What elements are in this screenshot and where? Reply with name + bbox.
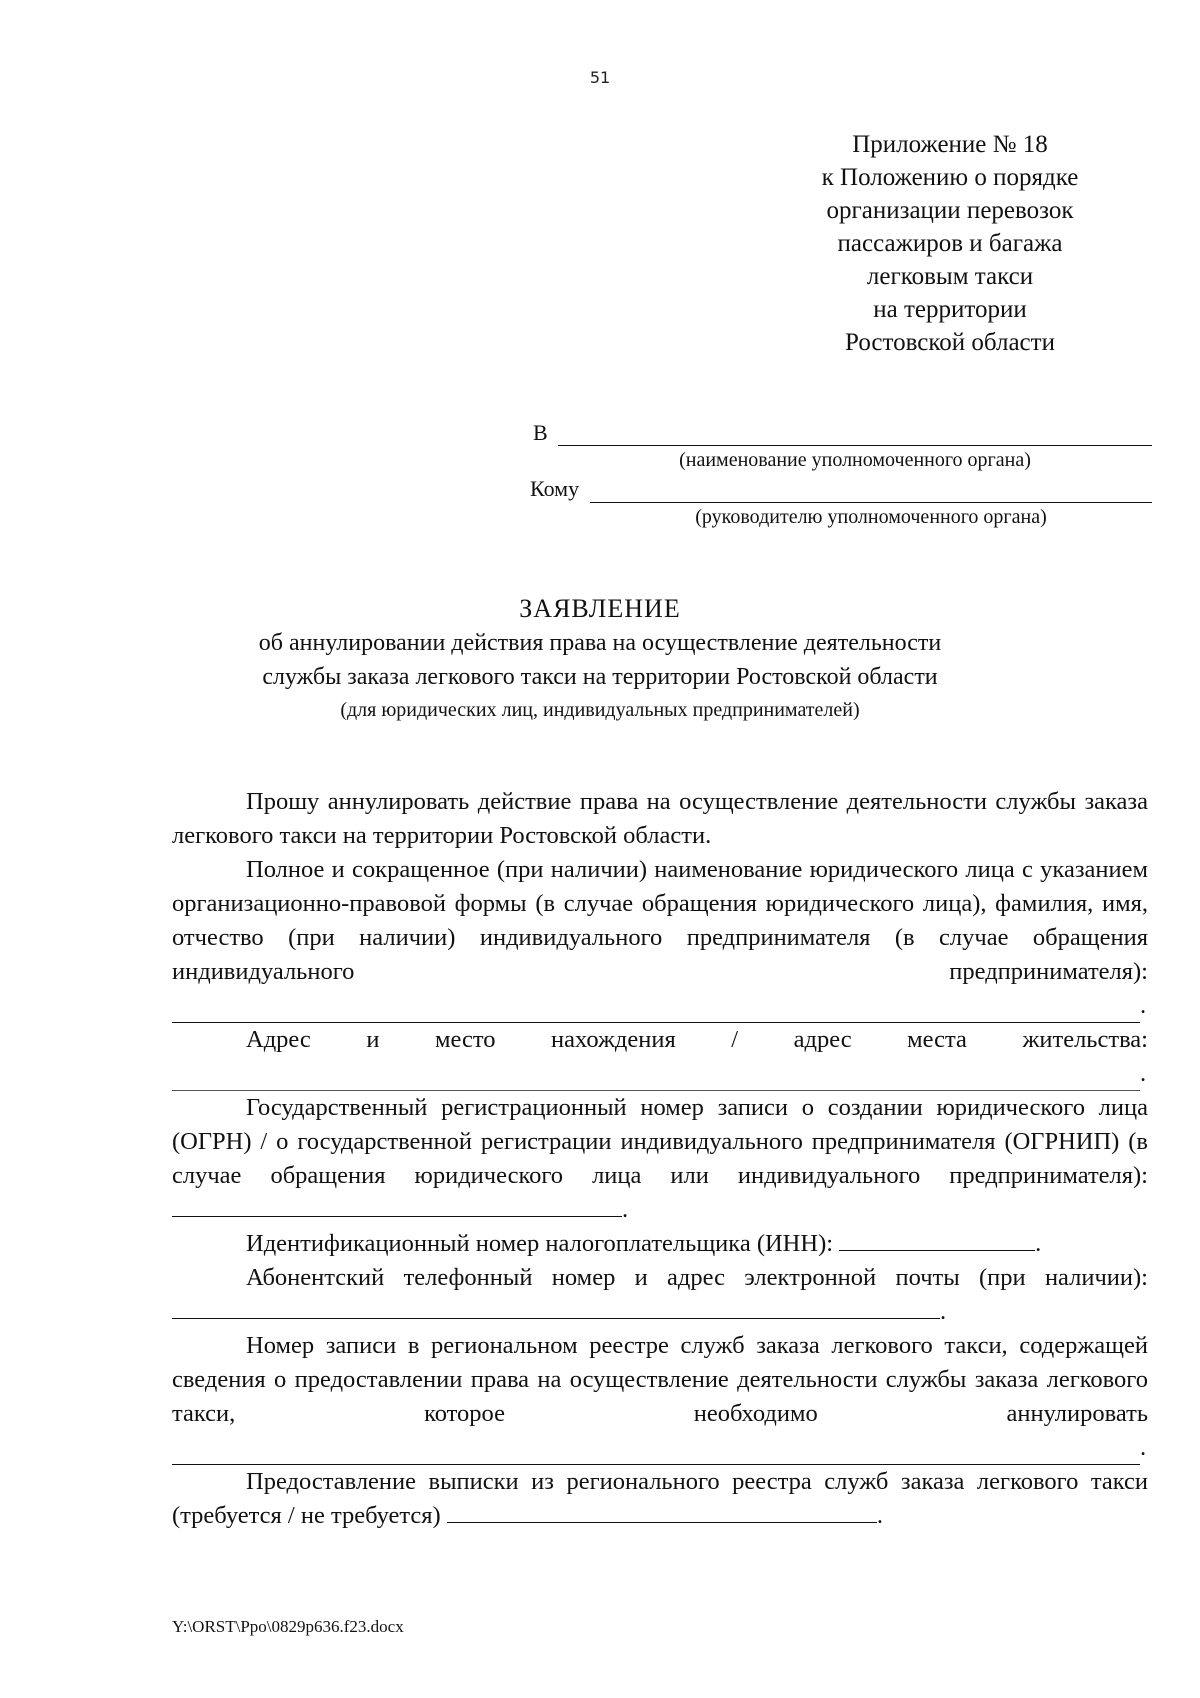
contact-field-label: Абонентский телефонный номер и адрес электронной почты (при наличии): (246, 1264, 1148, 1291)
whom-hint: (руководителю уполномоченного органа) (695, 506, 1047, 528)
ogrn-field-label: Государственный регистрационный номер записи о создании юридического лица (ОГРН) / о государственной регистрации индивидуального предпринимателя (ОГРНИП) (в случае обращения юридического лица или индивидуального предпринимателя): (172, 1094, 1148, 1189)
appendix-line: Приложение № 18 (852, 131, 1048, 158)
inn-field: Идентификационный номер налогоплательщика (ИНН): . (246, 1230, 1042, 1257)
address-field-label: Адрес и место нахождения / адрес места жительства: (246, 1026, 1148, 1053)
extract-field: Предоставление выписки из регионального реестра служб заказа легкового такси (требуется / не требуется) . (172, 1468, 1148, 1529)
file-path-footer: Y:\ORST\Ppo\0829p636.f23.docx (172, 1617, 404, 1636)
to-authority-line[interactable] (558, 445, 1152, 446)
page-number: 51 (589, 68, 611, 87)
appendix-line: к Положению о порядке (821, 164, 1079, 191)
registry-field-label: Номер записи в региональном реестре служб заказа легкового такси, содержащей сведения о предоставлении права на осуществление деятельности службы заказа легкового такси, которое необходимо аннулировать (172, 1332, 1148, 1427)
ogrn-field-input[interactable] (172, 1194, 622, 1217)
name-field-label: Полное и сокращенное (при наличии) наименование юридического лица с указанием организационно-правовой формы (в случае обращения юридического лица), фамилия, имя, отчество (при наличии) индивидуального предпринимателя (в случае обращения индивидуального предпринимателя): (172, 856, 1148, 985)
document-body (172, 785, 1148, 1533)
inn-field-input[interactable] (839, 1228, 1035, 1251)
address-field-input[interactable]: . (172, 1057, 1148, 1091)
document-title: ЗАЯВЛЕНИЕ (519, 594, 681, 623)
name-field-input[interactable]: . (172, 989, 1148, 1023)
extract-field-input[interactable] (447, 1500, 877, 1523)
request-paragraph: Прошу аннулировать действие права на осуществление деятельности службы заказа легкового такси на территории Ростовской области. (172, 788, 1148, 849)
appendix-line: на территории (873, 296, 1027, 323)
to-prefix: В (533, 420, 548, 445)
appendix-line: организации перевозок (826, 197, 1074, 224)
document-subtitle-line-2: службы заказа легкового такси на территории Ростовской области (262, 664, 938, 690)
contact-field: Абонентский телефонный номер и адрес электронной почты (при наличии): . (172, 1261, 1148, 1329)
appendix-line: легковым такси (866, 263, 1034, 290)
contact-field-input[interactable] (172, 1296, 940, 1319)
appendix-line: пассажиров и багажа (837, 230, 1063, 257)
to-authority-hint: (наименование уполномоченного органа) (679, 449, 1031, 471)
extract-field-label: Предоставление выписки из регионального реестра служб заказа легкового такси (требуется / не требуется) (172, 1468, 1148, 1529)
registry-field-input[interactable]: . (172, 1431, 1148, 1465)
document-subtitle-line-1: об аннулировании действия права на осуществление деятельности (258, 630, 942, 656)
ogrn-field: Государственный регистрационный номер записи о создании юридического лица (ОГРН) / о государственной регистрации индивидуального предпринимателя (ОГРНИП) (в случае обращения юридического лица или индивидуального предпринимателя): . (172, 1094, 1148, 1223)
inn-field-label: Идентификационный номер налогоплательщика (ИНН): (246, 1230, 834, 1257)
whom-line[interactable] (590, 502, 1152, 503)
whom-prefix: Кому (530, 476, 580, 501)
appendix-block (800, 128, 1100, 359)
appendix-line: Ростовской области (845, 329, 1055, 356)
document-subtitle-note: (для юридических лиц, индивидуальных предпринимателей) (340, 699, 860, 721)
